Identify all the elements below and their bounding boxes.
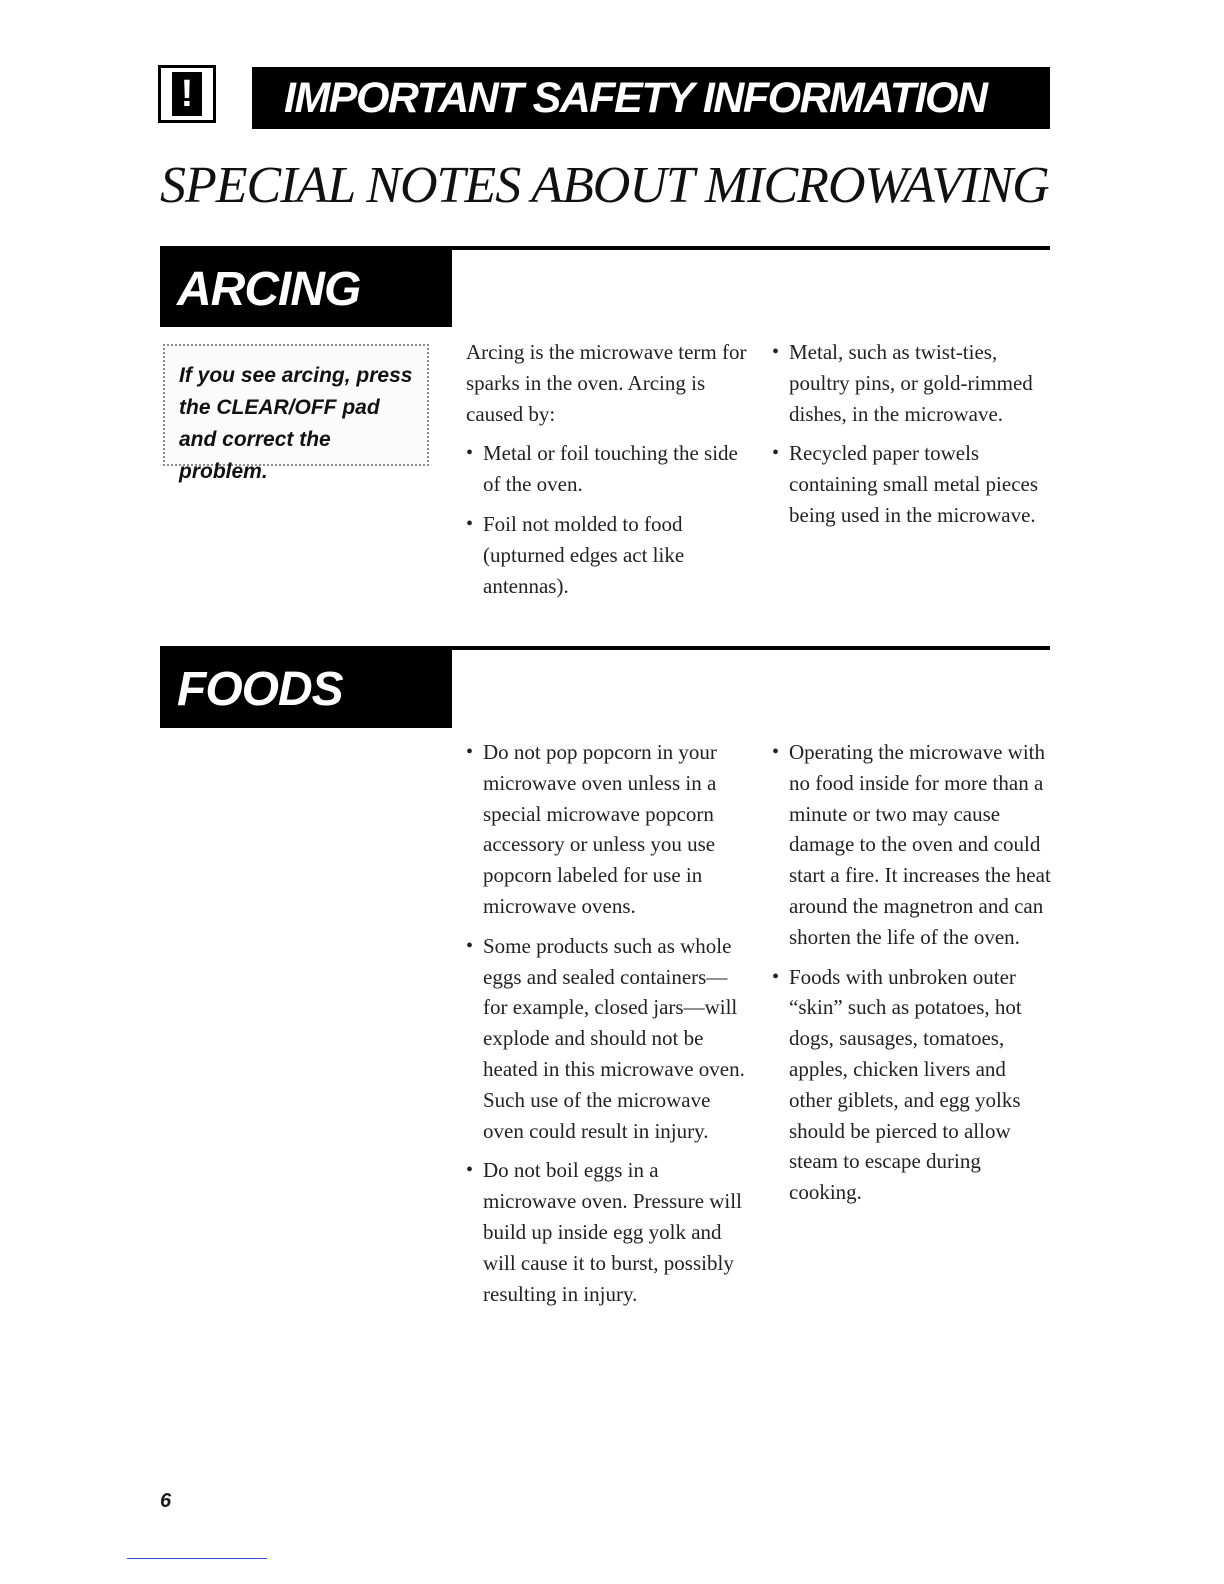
arcing-section-label: ARCING: [160, 250, 452, 327]
page-title: SPECIAL NOTES ABOUT MICROWAVING: [160, 157, 1049, 214]
foods-section-label: FOODS: [160, 650, 452, 728]
page-number: 6: [160, 1490, 172, 1512]
list-item: • Some products such as whole eggs and sealed containers—for example, closed jars—will explode and should not be heated in this microwave oven. Such use of the microwave oven could result in injury.: [466, 931, 746, 1147]
footer-link-line[interactable]: [127, 1558, 267, 1559]
list-item: • Foods with unbroken outer “skin” such as potatoes, hot dogs, sausages, tomatoes, apples, chicken livers and other giblets, and egg yolks should be pierced to allow steam to escape during cooking.: [772, 962, 1052, 1208]
exclamation-glyph: !: [172, 72, 202, 116]
arcing-intro: Arcing is the microwave term for sparks in the oven. Arcing is caused by:: [466, 340, 747, 426]
list-item: • Operating the microwave with no food inside for more than a minute or two may cause damage to the oven and could start a fire. It increases the heat around the magnetron and can shorten the life of the oven.: [772, 737, 1052, 953]
foods-right-column: [772, 737, 1052, 1217]
list-item: • Metal or foil touching the side of the oven.: [466, 438, 751, 500]
arcing-right-column: [772, 337, 1047, 540]
list-item: • Do not pop popcorn in your microwave oven unless in a special microwave popcorn accessory or unless you use popcorn labeled for use in microwave ovens.: [466, 737, 746, 922]
safety-banner: IMPORTANT SAFETY INFORMATION: [252, 67, 1050, 129]
list-item: • Do not boil eggs in a microwave oven. Pressure will build up inside egg yolk and will cause it to burst, possibly resulting in injury.: [466, 1155, 746, 1309]
foods-left-column: [466, 737, 746, 1318]
list-item: • Foil not molded to food (upturned edges act like antennas).: [466, 509, 751, 601]
list-item: • Recycled paper towels containing small metal pieces being used in the microwave.: [772, 438, 1047, 530]
arcing-callout: If you see arcing, press the CLEAR/OFF pad and correct the problem.: [163, 344, 429, 466]
arcing-left-column: [466, 337, 751, 610]
list-item: • Metal, such as twist-ties, poultry pins, or gold-rimmed dishes, in the microwave.: [772, 337, 1047, 429]
warning-icon: [158, 65, 216, 123]
